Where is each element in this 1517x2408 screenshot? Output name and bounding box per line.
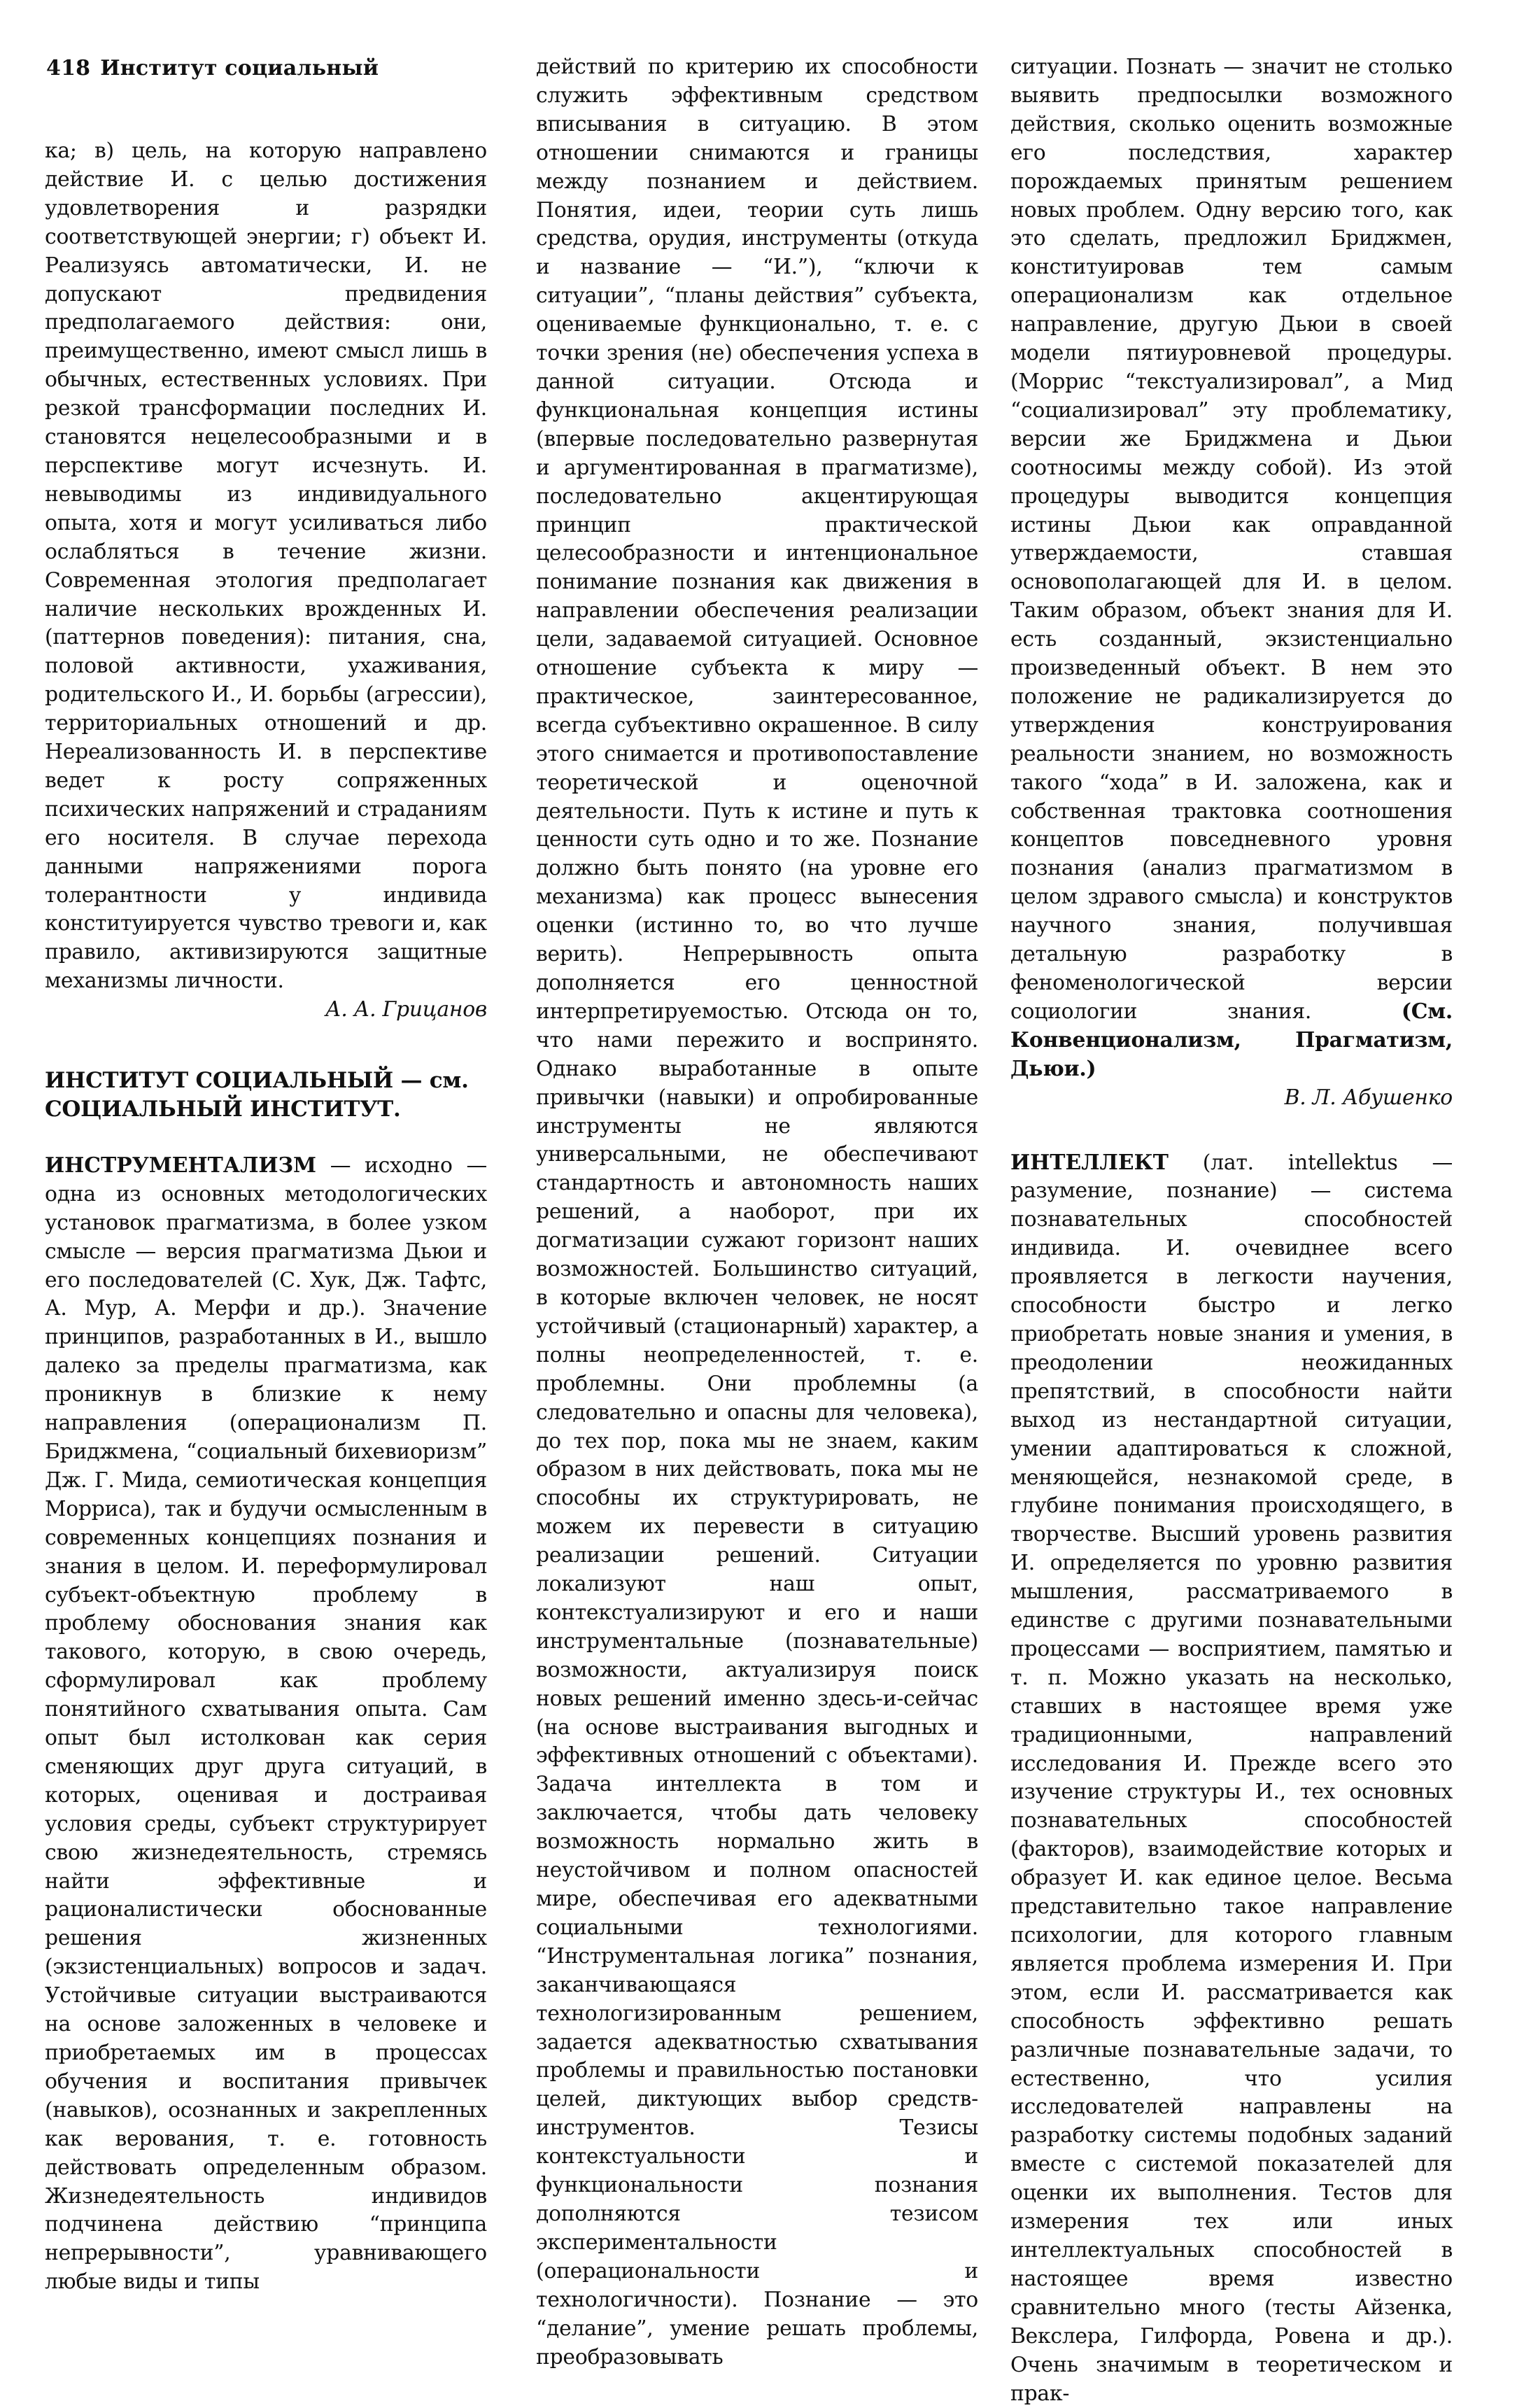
entry-body-text: — исходно — одна из основных методологических установок прагматизма, в более узком смысле — версия прагматизма Дьюи и его последователей (С. Хук, Дж. Тафтс, А. Мур, А. Мерфи и др.). Значение принципов, разработанных в И., вышло далеко за пределы прагматизма, как проникнув в близкие к нему направления (операционализм П. Бриджмена, “социальный бихевиоризм” Дж. Г. Мида, семиотическая концепция Морриса), так и будучи осмысленным в современных концепциях познания и знания в целом. И. переформулировал субъект-объектную проблему в проблему обоснования знания как такового, которую, в свою очередь, сформулировал как проблему понятийного схватывания опыта. Сам опыт был истолкован как серия сменяющих друг друга ситуаций, в которых, оценивая и достраивая условия среды, субъект структурирует свою жизнедеятельность, стремясь найти эффективные и рационалистически обоснованные решения жизненных (экзистенциальных) вопросов и задач. Устойчивые ситуации выстраиваются на основе заложенных в человеке и приобретаемых им в процессах обучения и воспитания привычек (навыков), осознанных и закрепленных как верования, т. е. готовность действовать определенным образом. Жизнедеятельность индивидов подчинена действию “принципа непрерывности”, уравнивающего любые виды и типы (45, 1153, 487, 2295)
cross-reference-entry: ИНСТИТУТ СОЦИАЛЬНЫЙ — см. СОЦИАЛЬНЫЙ ИНСТИТУТ. (45, 1068, 469, 1122)
entry-continuation-text: действий по критерию их способности служить эффективным средством вписывания в ситуацию. В этом отношении снимаются и границы между познанием и действием. Понятия, идеи, теории суть лишь средства, орудия, инструменты (откуда и название — “И.”), “ключи к ситуации”, “планы действия” субъекта, оцениваемые функционально, т. е. с точки зрения (не) обеспечения успеха в данной ситуации. Отсюда и функциональная концепция истины (впервые последовательно развернутая и аргументированная в прагматизме), последовательно акцентирующая принцип практической целесообразности и интенциональное понимание познания как движения в направлении обеспечения реализации цели, задаваемой ситуацией. Основное отношение субъекта к миру — практическое, заинтересованное, всегда субъективно окрашенное. В силу этого снимается и противопоставление теоретической и оценочной деятельности. Путь к истине и путь к ценности суть одно и то же. Познание должно быть понято (на уровне его механизма) как процесс вынесения оценки (истинно то, во что лучше верить). Непрерывность опыта дополняется его ценностной интерпретируемостью. Отсюда он то, что нами пережито и воспринято. Однако выработанные в опыте привычки (навыки) и опробированные инструменты не являются универсальными, не обеспечивают стандартность и автономность наших решений, а наоборот, при их догматизации сужают горизонт наших возможностей. Большинство ситуаций, в которые включен человек, не носят устойчивый (стационарный) характер, а полны неопределенностей, т. е. проблемны. Они проблемны (а следовательно и опасны для человека), до тех пор, пока мы не знаем, каким образом в них действовать, пока мы не способны их структурировать, не можем их перевести в ситуацию реализации решений. Ситуации локализуют наш опыт, контекстуализируют и его и наши инструментальные (познавательные) возможности, актуализируя поиск новых решений именно здесь-и-сейчас (на основе выстраивания выгодных и эффективных отношений с объектами). Задача интеллекта в том и заключается, чтобы дать человеку возможность нормально жить в неустойчивом и полном опасностей мире, обеспечивая его адекватными социальными технологиями. “Инструментальная логика” познания, заканчивающаяся технологизированным решением, задается адекватностью схватывания проблемы и правильностью постановки целей, диктующих выбор средств-инструментов. Тезисы контекстуальности и функциональности познания дополняются тезисом экспериментальности (операциональности и технологичности). Познание — это “делание”, умение решать проблемы, преобразовывать (536, 55, 978, 2370)
see-also-reference: (См. Конвенционализм, Прагматизм, Дьюи.) (1010, 999, 1453, 1081)
entry-continuation-text: ка; в) цель, на которую направлено действие И. с целью достижения удовлетворения и разрядки соответствующей энергии; г) объект И. Реализуясь автоматически, И. не допускают предвидения предполагаемого действия: они, преимущественно, имеют смысл лишь в обычных, естественных условиях. При резкой трансформации последних И. становятся нецелесообразными и в перспективе могут исчезнуть. И. невыводимы из индивидуального опыта, хотя и могут усиливаться либо ослабляться в течение жизни. Современная этология предполагает наличие нескольких врожденных И. (паттернов поведения): питания, сна, половой активности, ухаживания, родительского И., И. борьбы (агрессии), территориальных отношений и др. Нереализованность И. в перспективе ведет к росту сопряженных психических напряжений и страданиям его носителя. В случае перехода данными напряжениями порога толерантности у индивида конституируется чувство тревоги и, как правило, активизируются защитные механизмы личности. (45, 139, 487, 994)
author-signature: В. Л. Абушенко (1284, 1085, 1453, 1110)
entry-headword: ИНТЕЛЛЕКТ (1010, 1150, 1169, 1175)
page-number: 418 (46, 56, 91, 80)
running-head-title: Институт социальный (100, 56, 379, 80)
entry-headword: ИНСТРУМЕНТАЛИЗМ (45, 1153, 317, 1178)
entry-gap (1010, 1113, 1453, 1149)
entry-continuation-text (1010, 53, 1453, 1084)
entry-intellect (1010, 1149, 1453, 2408)
column-1 (45, 137, 487, 2297)
entry-body-text: (лат. intellektus — разумение, познание) — система познавательных способностей индивида. И. очевиднее всего проявляется в легкости научения, способности быстро и легко приобретать новые знания и умения, в преодолении неожиданных препятствий, в способности найти выход из нестандартной ситуации, умении адаптироваться к сложной, меняющейся, незнакомой среде, в глубине понимания происходящего, в творчестве. Высший уровень развития И. определяется по уровню развития мышления, рассматриваемого в единстве с другими познавательными процессами — восприятием, памятью и т. п. Можно указать на несколько, ставших в настоящее время уже традиционными, направлений исследования И. Прежде всего это изучение структуры И., тех основных познавательных способностей (факторов), взаимодействие которых и образует И. как единое целое. Весьма представительно такое направление психологии, для которого главным является проблема измерения И. При этом, если И. рассматривается как способность эффективно решать различные познавательные задачи, то естественно, что усилия исследователей направлены на разработку системы подобных заданий вместе с системой показателей для оценки их выполнения. Тестов для измерения тех или иных интеллектуальных способностей в настоящее время известно сравнительно много (тесты Айзенка, Векслера, Гилфорда, Ровена и др.). Очень значимым в теоретическом и прак- (1010, 1150, 1453, 2406)
column-3 (1010, 53, 1453, 2408)
entry-gap (45, 1025, 487, 1066)
column-2 (536, 53, 978, 2372)
running-head (46, 56, 379, 80)
entry-gap (45, 1124, 487, 1152)
entry-instrumentalism (45, 1152, 487, 2297)
entry-body-text: ситуации. Познать — значит не столько выявить предпосылки возможного действия, сколько оценить возможные его последствия, характер порождаемых принятым решением новых проблем. Одну версию того, как это сделать, предложил Бриджмен, конституировав тем самым операционализм как отдельное направление, другую Дьюи в своей модели пятиуровневой процедуры. (Моррис “текстуализировал”, а Мид “социализировал” эту проблематику, версии же Бриджмена и Дьюи соотносимы между собой). Из этой процедуры выводится концепция истины Дьюи как оправданной утверждаемости, ставшая основополагающей для И. в целом. Таким образом, объект знания для И. есть созданный, экзистенциально произведенный объект. В нем это положение не радикализируется до утверждения конструирования реальности знанием, но возможность такого “хода” в И. заложена, как и собственная трактовка соотношения концептов повседневного уровня познания (анализ прагматизмом в целом здравого смысла) и конструктов научного знания, получившая детальную разработку в феноменологической версии социологии знания. (1010, 55, 1453, 1024)
author-signature: А. А. Грицанов (325, 997, 487, 1022)
